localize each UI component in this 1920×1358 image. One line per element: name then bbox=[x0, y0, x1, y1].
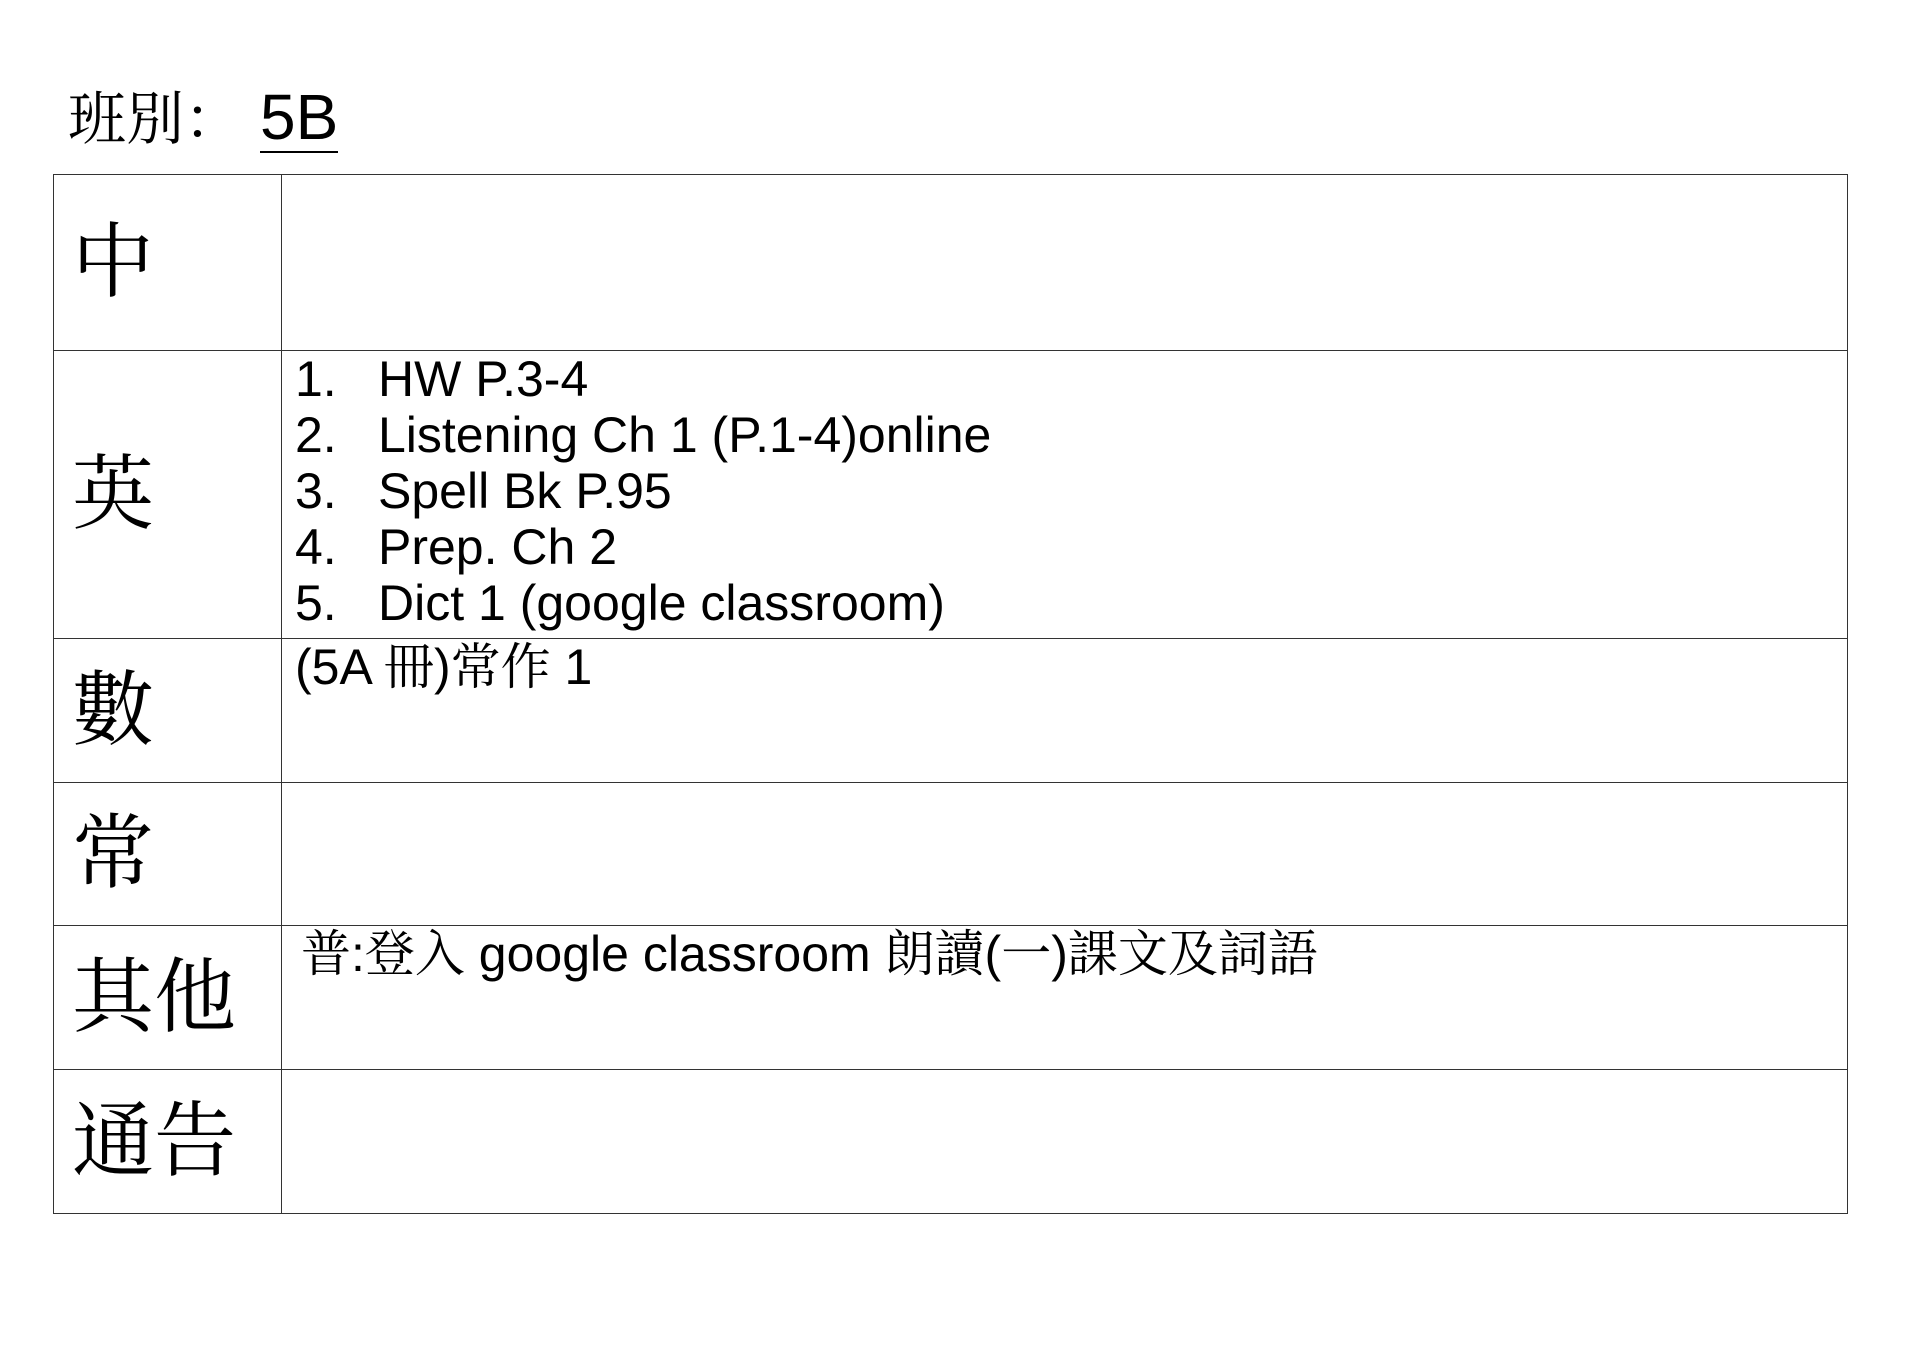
subject-content-chinese bbox=[282, 175, 1848, 350]
row-english bbox=[54, 351, 1848, 639]
list-item-number: 1. bbox=[295, 351, 337, 407]
subject-label-maths: 數 bbox=[54, 639, 282, 782]
list-item bbox=[295, 463, 1847, 519]
list-item-text: Prep. Ch 2 bbox=[378, 519, 618, 575]
homework-table bbox=[53, 174, 1848, 1214]
list-item bbox=[295, 519, 1847, 575]
list-item-text: Dict 1 (google classroom) bbox=[378, 575, 945, 631]
list-item-number: 4. bbox=[295, 519, 337, 575]
class-label: 班別： bbox=[68, 85, 243, 153]
subject-label-notices: 通告 bbox=[54, 1070, 282, 1213]
list-item bbox=[295, 575, 1847, 631]
subject-content-general-studies bbox=[282, 783, 1848, 925]
list-item-number: 3. bbox=[295, 463, 337, 519]
subject-content-english bbox=[282, 351, 1848, 638]
subject-content-others: 普:登入 google classroom 朗讀(一)課文及詞語 bbox=[282, 926, 1848, 1069]
subject-label-others: 其他 bbox=[54, 926, 282, 1069]
row-notices bbox=[54, 1070, 1848, 1214]
list-item-text: HW P.3-4 bbox=[378, 351, 589, 407]
subject-label-english: 英 bbox=[54, 351, 282, 638]
subject-content-maths: (5A 冊)常作 1 bbox=[282, 639, 1848, 782]
list-item-number: 2. bbox=[295, 407, 337, 463]
subject-label-general-studies: 常 bbox=[54, 783, 282, 925]
list-item bbox=[295, 351, 1847, 407]
list-item-number: 5. bbox=[295, 575, 337, 631]
class-value: 5B bbox=[260, 81, 339, 153]
list-item-text: Spell Bk P.95 bbox=[378, 463, 672, 519]
row-general-studies bbox=[54, 783, 1848, 926]
list-item bbox=[295, 407, 1847, 463]
row-chinese bbox=[54, 175, 1848, 351]
row-maths bbox=[54, 639, 1848, 783]
row-others bbox=[54, 926, 1848, 1070]
subject-label-chinese: 中 bbox=[54, 175, 282, 350]
subject-content-notices bbox=[282, 1070, 1848, 1213]
list-item-text: Listening Ch 1 (P.1-4)online bbox=[378, 407, 992, 463]
